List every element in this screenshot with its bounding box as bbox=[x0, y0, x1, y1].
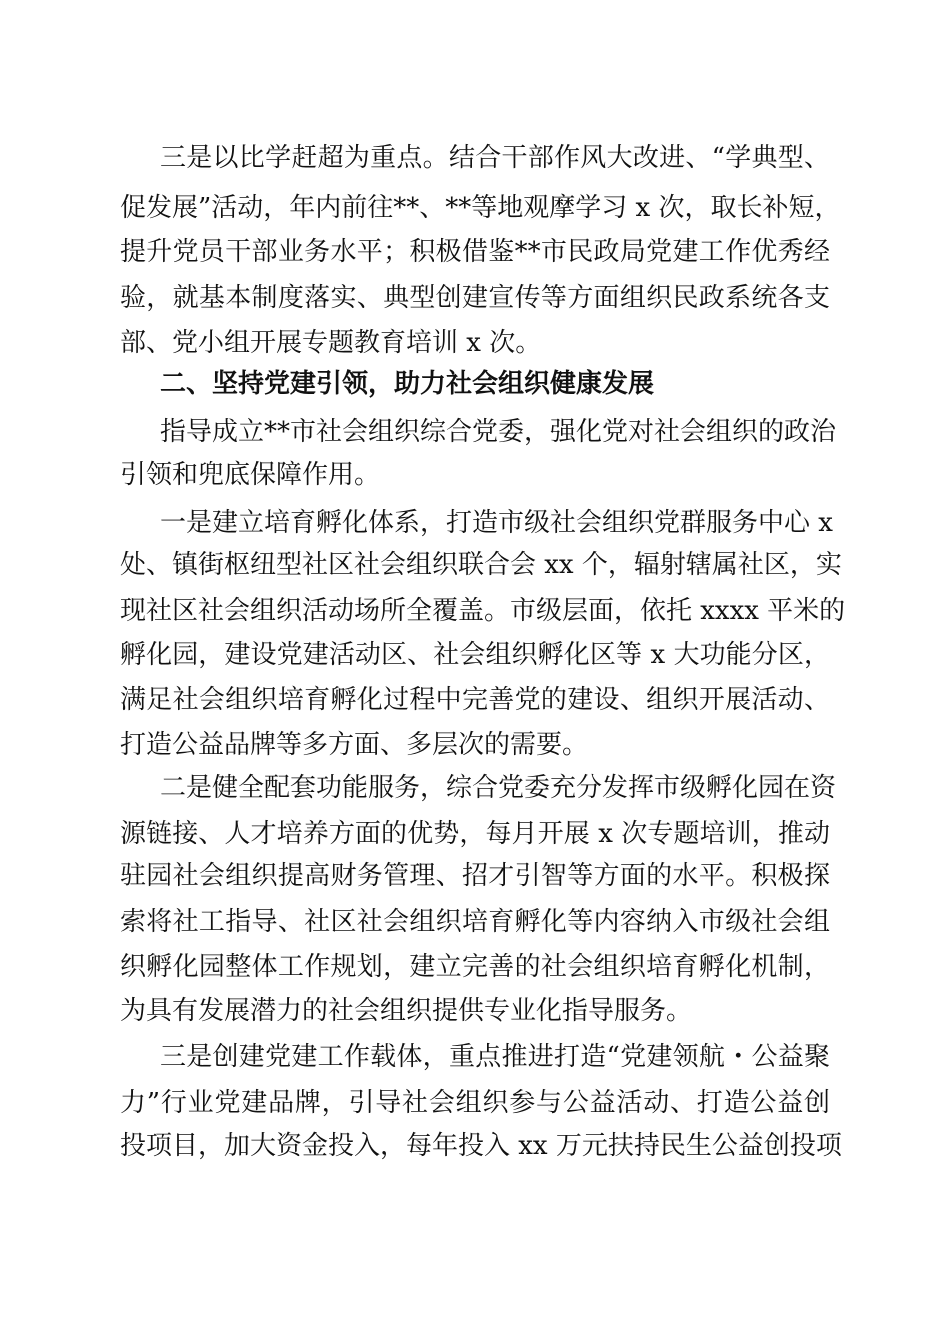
text-line: 源链接、人才培养方面的优势，每月开展 x 次专题培训，推动 bbox=[120, 819, 830, 849]
text-line: 引领和兜底保障作用。 bbox=[120, 460, 381, 490]
text-line: 一是建立培育孵化体系，打造市级社会组织党群服务中心 x bbox=[160, 508, 833, 538]
text-line: 孵化园，建设党建活动区、社会组织孵化区等 x 大功能分区， bbox=[120, 640, 830, 670]
text-line: 驻园社会组织提高财务管理、招才引智等方面的水平。积极探 bbox=[120, 861, 830, 891]
text-line: 投项目，加大资金投入，每年投入 xx 万元扶持民生公益创投项 bbox=[120, 1131, 842, 1161]
text-line: 指导成立**市社会组织综合党委，强化党对社会组织的政治 bbox=[160, 417, 837, 447]
text-line: 处、镇街枢纽型社区社会组织联合会 xx 个，辐射辖属社区，实 bbox=[120, 550, 842, 580]
section-heading: 二、坚持党建引领，助力社会组织健康发展 bbox=[160, 369, 655, 399]
text-line: 力”行业党建品牌，引导社会组织参与公益活动、打造公益创 bbox=[120, 1088, 830, 1118]
text-line: 索将社工指导、社区社会组织培育孵化等内容纳入市级社会组 bbox=[120, 907, 830, 937]
text-line: 织孵化园整体工作规划，建立完善的社会组织培育孵化机制， bbox=[120, 952, 830, 982]
text-line: 为具有发展潜力的社会组织提供专业化指导服务。 bbox=[120, 996, 693, 1026]
text-line: 现社区社会组织活动场所全覆盖。市级层面，依托 xxxx 平米的 bbox=[120, 596, 846, 626]
text-line: 二是健全配套功能服务，综合党委充分发挥市级孵化园在资 bbox=[160, 773, 837, 803]
text-line: 三是以比学赶超为重点。结合干部作风大改进、“学典型、 bbox=[160, 143, 830, 173]
text-line: 部、党小组开展专题教育培训 x 次。 bbox=[120, 328, 542, 358]
text-line: 验，就基本制度落实、典型创建宣传等方面组织民政系统各支 bbox=[120, 283, 830, 313]
text-line: 提升党员干部业务水平；积极借鉴**市民政局党建工作优秀经 bbox=[120, 237, 830, 267]
text-line: 促发展”活动，年内前往**、**等地观摩学习 x 次，取长补短， bbox=[120, 193, 841, 223]
text-line: 三是创建党建工作载体，重点推进打造“党建领航・公益聚 bbox=[160, 1042, 830, 1072]
text-line: 打造公益品牌等多方面、多层次的需要。 bbox=[120, 730, 589, 760]
text-line: 满足社会组织培育孵化过程中完善党的建设、组织开展活动、 bbox=[120, 685, 830, 715]
